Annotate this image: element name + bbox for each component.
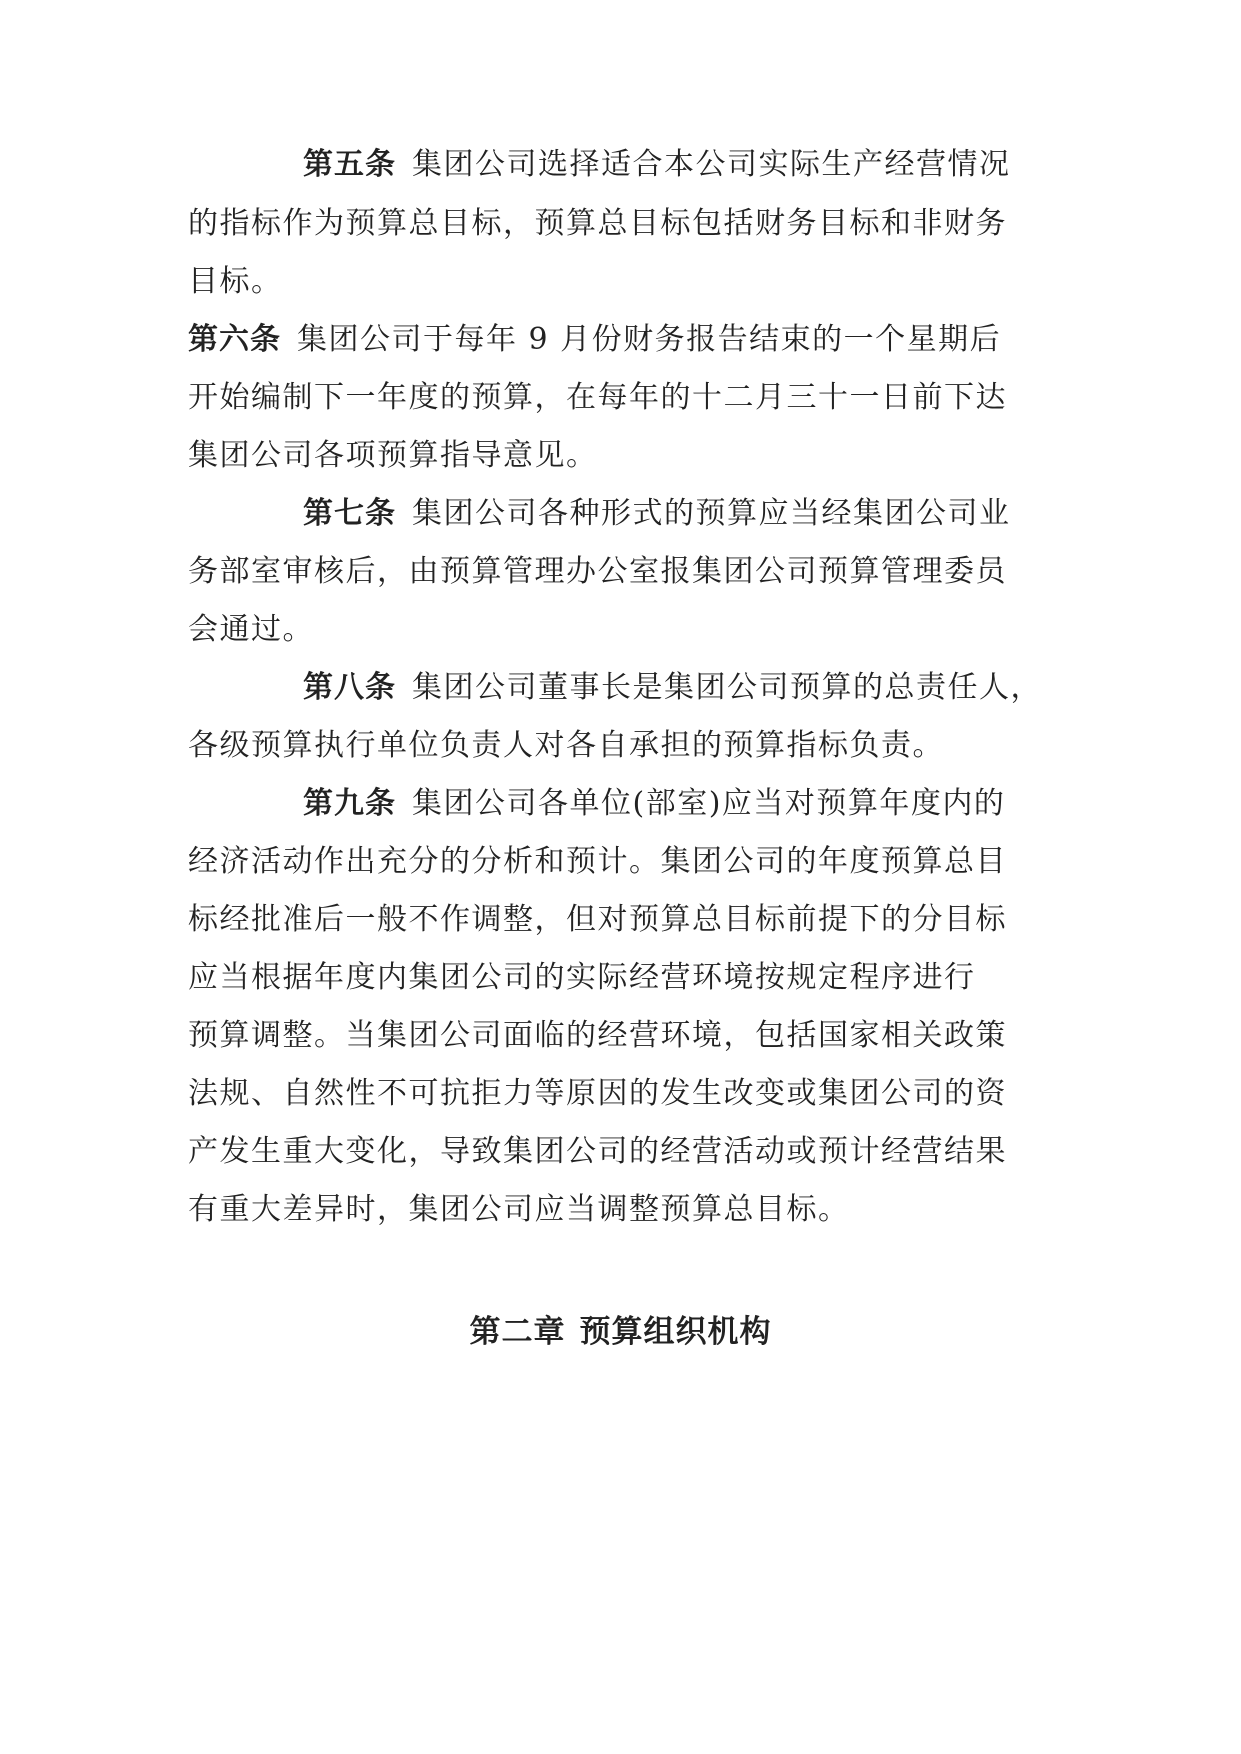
chapter-number: 第二章 [469, 1314, 566, 1350]
article-8-line-2: 各级预算执行单位负责人对各自承担的预算指标负责。 [188, 728, 944, 763]
article-5-line-1 [303, 145, 1011, 185]
article-7-label: 第七条 [303, 496, 396, 531]
article-9-line-6: 法规、自然性不可抗拒力等原因的发生改变或集团公司的资 [188, 1076, 1007, 1111]
article-9-line-5: 预算调整。当集团公司面临的经营环境，包括国家相关政策 [188, 1018, 1007, 1053]
article-9-line-2: 经济活动作出充分的分析和预计。集团公司的年度预算总目 [188, 844, 1007, 879]
article-9-line-7: 产发生重大变化，导致集团公司的经营活动或预计经营结果 [188, 1134, 1007, 1169]
article-7-line-3: 会通过。 [188, 612, 314, 647]
article-7-text-1: 集团公司各种形式的预算应当经集团公司业 [412, 496, 1011, 531]
article-9-text-1: 集团公司各单位(部室)应当对预算年度内的 [412, 786, 1006, 821]
chapter-heading [0, 1312, 1241, 1352]
article-7-line-1 [303, 494, 1011, 534]
article-9-line-4: 应当根据年度内集团公司的实际经营环境按规定程序进行 [188, 960, 976, 995]
article-5-line-2: 的指标作为预算总目标，预算总目标包括财务目标和非财务 [188, 206, 1007, 241]
article-6-label: 第六条 [188, 322, 281, 357]
article-7-line-2: 务部室审核后，由预算管理办公室报集团公司预算管理委员 [188, 554, 1007, 589]
article-8-text-1: 集团公司董事长是集团公司预算的总责任人， [412, 670, 1042, 705]
article-6-line-1 [188, 320, 1001, 360]
article-6-line-2: 开始编制下一年度的预算，在每年的十二月三十一日前下达 [188, 380, 1007, 415]
article-9-label: 第九条 [303, 786, 396, 821]
article-5-label: 第五条 [303, 147, 396, 182]
article-5-line-3: 目标。 [188, 264, 283, 299]
article-6-text-1: 集团公司于每年 9 月份财务报告结束的一个星期后 [297, 322, 1002, 357]
article-5-text-1: 集团公司选择适合本公司实际生产经营情况 [412, 147, 1011, 182]
article-6-line-3: 集团公司各项预算指导意见。 [188, 438, 598, 473]
article-9-line-3: 标经批准后一般不作调整，但对预算总目标前提下的分目标 [188, 902, 1007, 937]
article-9-line-8: 有重大差异时，集团公司应当调整预算总目标。 [188, 1192, 850, 1227]
article-8-line-1 [303, 668, 1042, 708]
chapter-title: 预算组织机构 [579, 1314, 772, 1350]
article-8-label: 第八条 [303, 670, 396, 705]
article-9-line-1 [303, 784, 1005, 824]
